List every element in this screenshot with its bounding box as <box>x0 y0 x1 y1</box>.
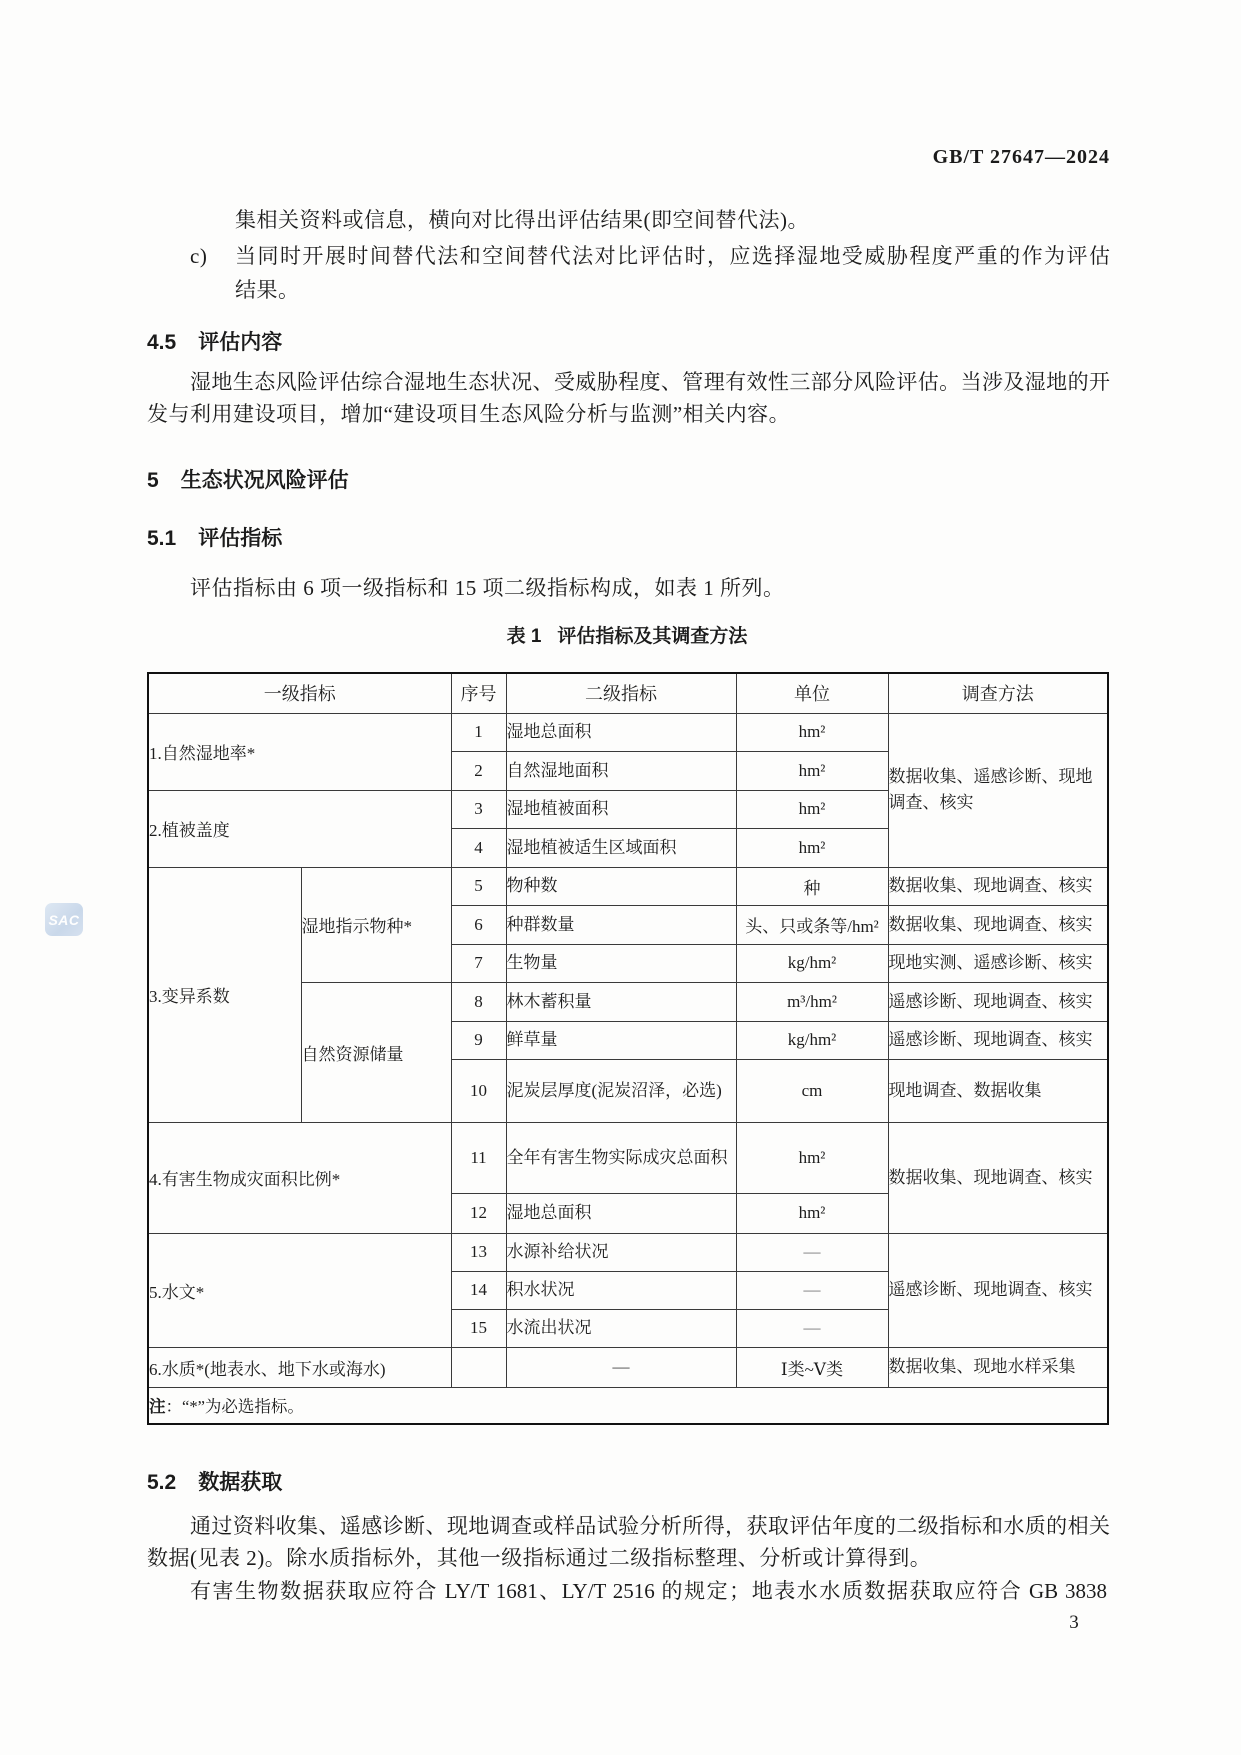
table-note-label: 注 <box>149 1398 166 1417</box>
indicator-table <box>147 672 1109 1425</box>
col-header-level2: 二级指标 <box>506 673 736 713</box>
heading-5-title: 生态状况风险评估 <box>180 469 349 492</box>
row-indicator: 林木蓄积量 <box>506 982 736 1021</box>
list-item-c-line1: 当同时开展时间替代法和空间替代法对比评估时，应选择湿地受威胁程度严重的作为评估 <box>235 244 1110 268</box>
paragraph-5-2-line1: 通过资料收集、遥感诊断、现地调查或样品试验分析所得，获取评估年度的二级指标和水质的相关 <box>190 1514 1110 1538</box>
standard-number: GB/T 27647—2024 <box>932 146 1110 168</box>
row-indicator: 种群数量 <box>506 905 736 944</box>
row-method: 现地调查、数据收集 <box>888 1059 1108 1122</box>
row-unit: kg/hm² <box>736 1021 888 1059</box>
heading-4-5-number: 4.5 <box>147 331 177 354</box>
table-row <box>148 1347 1108 1387</box>
table-row <box>148 713 1108 751</box>
heading-4-5 <box>147 326 282 356</box>
table-note <box>148 1387 1108 1424</box>
row-unit: — <box>736 1309 888 1347</box>
row-indicator: 水流出状况 <box>506 1309 736 1347</box>
paragraph-continuation: 集相关资料或信息，横向对比得出评估结果(即空间替代法)。 <box>235 208 809 232</box>
table-row <box>148 1233 1108 1271</box>
table-header-row <box>148 673 1108 713</box>
paragraph-5-2-line3: 有害生物数据获取应符合 LY/T 1681、LY/T 2516 的规定；地表水水质数据获取应符合 GB 3838 <box>190 1579 1107 1603</box>
heading-5-1-title: 评估指标 <box>198 527 283 550</box>
method-rows1-4: 数据收集、遥感诊断、现地调查、核实 <box>888 713 1108 867</box>
table-row <box>148 867 1108 905</box>
col-header-method: 调查方法 <box>888 673 1108 713</box>
col-header-level1: 一级指标 <box>148 673 451 713</box>
row-unit: 种 <box>736 867 888 905</box>
sac-watermark-logo <box>45 903 83 936</box>
heading-5-2 <box>147 1466 282 1496</box>
row-unit: — <box>736 1233 888 1271</box>
sac-logo-text: SAC <box>48 911 80 928</box>
row-unit: hm² <box>736 1122 888 1193</box>
row-indicator: — <box>506 1347 736 1387</box>
subgroup-indicator-species: 湿地指示物种* <box>301 867 451 982</box>
subgroup-natural-resource-reserve: 自然资源储量 <box>301 982 451 1122</box>
row-no: 8 <box>451 982 506 1021</box>
col-header-unit: 单位 <box>736 673 888 713</box>
row-no: 5 <box>451 867 506 905</box>
row-unit: hm² <box>736 751 888 790</box>
row-no: 9 <box>451 1021 506 1059</box>
row-no: 14 <box>451 1271 506 1309</box>
group-vegetation-coverage: 2.植被盖度 <box>148 790 451 867</box>
row-no: 3 <box>451 790 506 828</box>
row-indicator: 物种数 <box>506 867 736 905</box>
group-pest-disaster-ratio: 4.有害生物成灾面积比例* <box>148 1122 451 1233</box>
row-unit: cm <box>736 1059 888 1122</box>
table-note-text: ：“*”为必选指标。 <box>165 1397 304 1417</box>
row-indicator: 湿地植被面积 <box>506 790 736 828</box>
group-variation-coefficient: 3.变异系数 <box>148 867 301 1122</box>
paragraph-5-1: 评估指标由 6 项一级指标和 15 项二级指标构成，如表 1 所列。 <box>190 576 785 600</box>
row-unit: 头、只或条等/hm² <box>736 905 888 944</box>
row-method: 数据收集、现地水样采集 <box>888 1347 1108 1387</box>
row-no: 10 <box>451 1059 506 1122</box>
table-row <box>148 1122 1108 1193</box>
row-unit: — <box>736 1271 888 1309</box>
table-caption-title: 评估指标及其调查方法 <box>557 626 748 647</box>
row-indicator: 生物量 <box>506 944 736 982</box>
row-indicator: 水源补给状况 <box>506 1233 736 1271</box>
list-item-c-line2: 结果。 <box>235 278 300 302</box>
table-caption-number: 表 1 <box>506 626 542 647</box>
row-indicator: 自然湿地面积 <box>506 751 736 790</box>
method-rows13-15: 遥感诊断、现地调查、核实 <box>888 1233 1108 1347</box>
paragraph-5-2-line2: 数据(见表 2)。除水质指标外，其他一级指标通过二级指标整理、分析或计算得到。 <box>147 1546 932 1570</box>
group-natural-wetland-rate: 1.自然湿地率* <box>148 713 451 790</box>
heading-5-number: 5 <box>147 469 159 492</box>
page-number: 3 <box>1069 1612 1079 1633</box>
row-no: 4 <box>451 828 506 867</box>
row-unit: Ⅰ类~Ⅴ类 <box>736 1347 888 1387</box>
row-indicator: 鲜草量 <box>506 1021 736 1059</box>
heading-5-2-number: 5.2 <box>147 1471 177 1494</box>
row-no: 6 <box>451 905 506 944</box>
heading-5 <box>147 464 349 494</box>
row-indicator: 湿地植被适生区域面积 <box>506 828 736 867</box>
row-no: 2 <box>451 751 506 790</box>
method-rows11-12: 数据收集、现地调查、核实 <box>888 1122 1108 1233</box>
table-caption <box>147 621 1107 648</box>
row-unit: hm² <box>736 1193 888 1233</box>
row-no: 11 <box>451 1122 506 1193</box>
row-unit: hm² <box>736 790 888 828</box>
list-marker-c: c) <box>190 244 208 268</box>
row-indicator: 全年有害生物实际成灾总面积 <box>506 1122 736 1193</box>
row-method: 遥感诊断、现地调查、核实 <box>888 982 1108 1021</box>
col-header-no: 序号 <box>451 673 506 713</box>
row-indicator: 积水状况 <box>506 1271 736 1309</box>
heading-4-5-title: 评估内容 <box>198 331 283 354</box>
row-no: 12 <box>451 1193 506 1233</box>
row-unit: hm² <box>736 713 888 751</box>
row-method: 遥感诊断、现地调查、核实 <box>888 1021 1108 1059</box>
row-unit: kg/hm² <box>736 944 888 982</box>
group-water-quality: 6.水质*(地表水、地下水或海水) <box>148 1347 451 1387</box>
row-no: 15 <box>451 1309 506 1347</box>
row-method: 数据收集、现地调查、核实 <box>888 905 1108 944</box>
row-indicator: 湿地总面积 <box>506 1193 736 1233</box>
row-method: 数据收集、现地调查、核实 <box>888 867 1108 905</box>
row-no: 13 <box>451 1233 506 1271</box>
heading-5-1-number: 5.1 <box>147 527 177 550</box>
paragraph-4-5-line1: 湿地生态风险评估综合湿地生态状况、受威胁程度、管理有效性三部分风险评估。当涉及湿地的开 <box>190 370 1110 394</box>
heading-5-2-title: 数据获取 <box>198 1471 283 1494</box>
row-indicator: 湿地总面积 <box>506 713 736 751</box>
row-no: 1 <box>451 713 506 751</box>
row-indicator: 泥炭层厚度(泥炭沼泽，必选) <box>506 1059 736 1122</box>
row-unit: hm² <box>736 828 888 867</box>
row-unit: m³/hm² <box>736 982 888 1021</box>
row-no <box>451 1347 506 1387</box>
row-method: 现地实测、遥感诊断、核实 <box>888 944 1108 982</box>
table-note-row <box>148 1387 1108 1424</box>
group-hydrology: 5.水文* <box>148 1233 451 1347</box>
paragraph-4-5-line2: 发与利用建设项目，增加“建设项目生态风险分析与监测”相关内容。 <box>147 402 791 426</box>
heading-5-1 <box>147 522 282 552</box>
row-no: 7 <box>451 944 506 982</box>
